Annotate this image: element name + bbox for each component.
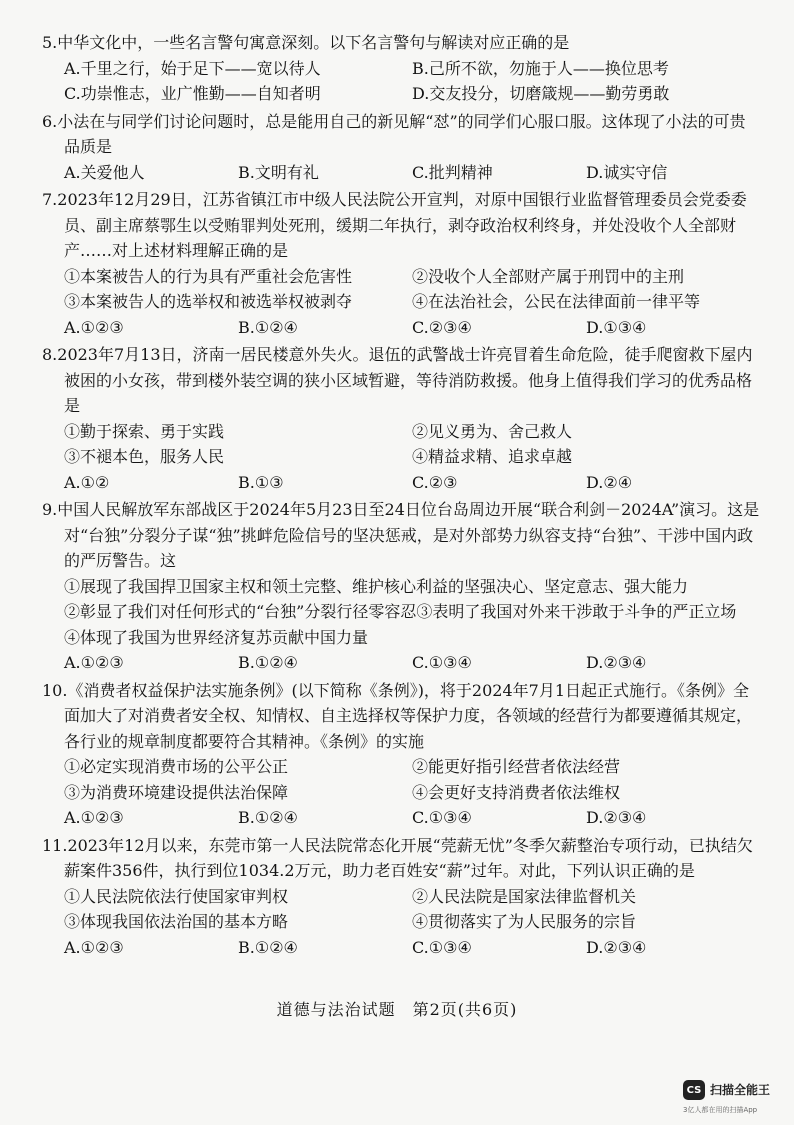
statement-2: ②人民法院是国家法律监督机关 <box>412 886 637 906</box>
option-d: D.交友投分，切磨箴规——勤劳勇敢 <box>412 84 670 103</box>
option-c: C.①③④ <box>412 937 472 957</box>
option-c: C.①③④ <box>412 653 472 672</box>
question-9 <box>42 497 760 676</box>
statement-4: ④体现了我国为世界经济复苏贡献中国力量 <box>64 627 369 647</box>
option-d: D.②③④ <box>586 808 647 827</box>
options-row <box>64 470 760 496</box>
option-b: B.①②④ <box>238 937 298 957</box>
question-11 <box>42 833 760 961</box>
statement-4: ④在法治社会，公民在法律面前一律平等 <box>412 292 701 311</box>
question-stem: 10.《消费者权益保护法实施条例》(以下简称《条例》)，将于2024年7月1日起正式施行。《条例》全面加大了对消费者安全权、知情权、自主选择权等保护力度，各领域的经营行为都要遵循其规定，各行业的规章制度都要符合其精神。《条例》的实施 <box>42 680 753 751</box>
watermark-tagline: 3亿人都在用的扫描App <box>683 1106 758 1114</box>
statements-row <box>64 754 760 780</box>
statements-row <box>64 909 760 935</box>
question-8 <box>42 342 760 495</box>
statements-row <box>64 780 760 806</box>
option-a: A.①②③ <box>64 317 124 337</box>
options-row <box>64 650 760 676</box>
option-c: C.②③ <box>412 472 458 492</box>
option-c: C.批判精神 <box>412 162 493 182</box>
option-b: B.文明有礼 <box>238 162 319 182</box>
option-c: C.①③④ <box>412 808 472 827</box>
statement-4: ④会更好支持消费者依法维权 <box>412 782 621 802</box>
option-c: C.功崇惟志，业广惟勤——自知者明 <box>64 84 321 103</box>
question-stem: 11.2023年12月以来，东莞市第一人民法院常态化开展“莞薪无忧”冬季欠薪整治专项行动，已执结欠薪案件356件，执行到位1034.2万元，助力老百姓安“薪”过年。对此，下列认识正确的是 <box>42 835 753 880</box>
question-stem: 7.2023年12月29日，江苏省镇江市中级人民法院公开宣判，对原中国银行业监督管理委员会党委委员、副主席蔡鄂生以受贿罪判处死刑，缓期二年执行，剥夺政治权利终身，并处没收个人全部财产……对上述材料理解正确的是 <box>42 190 747 260</box>
statement-2: ②见义勇为、舍己救人 <box>412 421 573 441</box>
option-b: B.①②④ <box>238 653 298 672</box>
statement-1: ①勤于探索、勇于实践 <box>64 421 225 441</box>
statement-4: ④精益求精、追求卓越 <box>412 447 573 466</box>
option-d: D.①③④ <box>586 317 647 337</box>
statement-1: ①展现了我国捍卫国家主权和领土完整、维护核心利益的坚强决心、坚定意志、强大能力 <box>64 576 689 596</box>
statement-3: ③表明了我国对外来干涉敢于斗争的严正立场 <box>416 602 737 621</box>
option-b: B.①②④ <box>238 317 298 337</box>
option-a: A.关爱他人 <box>64 162 145 182</box>
statement-1: ①必定实现消费市场的公平公正 <box>64 757 289 776</box>
option-a: A.①②③ <box>64 937 124 957</box>
scanner-watermark <box>683 1078 787 1118</box>
statement-3: ③不褪本色，服务人民 <box>64 447 225 466</box>
option-d: D.②③④ <box>586 653 647 672</box>
statement-2: ②没收个人全部财产属于刑罚中的主刑 <box>412 266 685 286</box>
statements-row <box>64 289 760 315</box>
statements-row <box>64 419 760 445</box>
options-row <box>64 935 760 961</box>
statement-1: ①本案被告人的行为具有严重社会危害性 <box>64 266 353 286</box>
statement-2: ②彰显了我们对任何形式的“台独”分裂行径零容忍 <box>64 602 417 621</box>
statement-1: ①人民法院依法行使国家审判权 <box>64 886 289 906</box>
question-stem: 6.小法在与同学们讨论问题时，总是能用自己的新见解“怼”的同学们心服口服。这体现了小法的可贵品质是 <box>42 111 746 156</box>
option-d: D.②③④ <box>586 937 647 957</box>
question-5 <box>42 30 760 107</box>
question-stem: 8.2023年7月13日，济南一居民楼意外失火。退伍的武警战士许亮冒着生命危险，徒手爬窗救下屋内被困的小女孩，带到楼外装空调的狭小区域暂避，等待消防救援。他身上值得我们学习的优秀品格是 <box>42 345 753 415</box>
statement-4: ④贯彻落实了为人民服务的宗旨 <box>412 912 637 931</box>
question-7 <box>42 187 760 340</box>
question-6 <box>42 109 760 186</box>
statement-3: ③体现我国依法治国的基本方略 <box>64 912 289 931</box>
options-row <box>64 81 760 107</box>
question-stem: 5.中华文化中，一些名言警句寓意深刻。以下名言警句与解读对应正确的是 <box>42 33 570 52</box>
option-c: C.②③④ <box>412 317 472 337</box>
option-a: A.千里之行，始于足下——宽以待人 <box>64 58 321 78</box>
statements-row <box>64 444 760 470</box>
statements-row <box>64 884 760 910</box>
question-10 <box>42 678 760 831</box>
statement-2: ②能更好指引经营者依法经营 <box>412 757 621 776</box>
statement-3: ③为消费环境建设提供法治保障 <box>64 782 289 802</box>
statements-row <box>64 264 760 290</box>
question-stem: 9.中国人民解放军东部战区于2024年5月23日至24日位台岛周边开展“联合利剑－2024A”演习。这是对“台独”分裂分子谋“独”挑衅危险信号的坚决惩戒，是对外部势力纵容支持“台独”、干涉中国内政的严厉警告。这 <box>42 500 760 570</box>
option-d: D.诚实守信 <box>586 162 668 182</box>
options-row <box>64 805 760 831</box>
option-b: B.己所不欲，勿施于人——换位思考 <box>412 58 669 78</box>
options-row <box>64 315 760 341</box>
options-row <box>64 160 760 186</box>
watermark-name: 扫描全能王 <box>710 1083 771 1097</box>
statement-2-3 <box>64 599 760 625</box>
options-row <box>64 56 760 82</box>
camscanner-logo-icon: CS <box>683 1080 705 1100</box>
option-a: A.①②③ <box>64 808 124 827</box>
statement-3: ③本案被告人的选举权和被选举权被剥夺 <box>64 292 353 311</box>
option-a: A.①②③ <box>64 653 124 672</box>
page-footer: 道德与法治试题 第2页(共6页) <box>276 1000 518 1019</box>
option-b: B.①②④ <box>238 808 298 827</box>
option-a: A.①② <box>64 472 110 492</box>
option-b: B.①③ <box>238 472 284 492</box>
option-d: D.②④ <box>586 472 633 492</box>
